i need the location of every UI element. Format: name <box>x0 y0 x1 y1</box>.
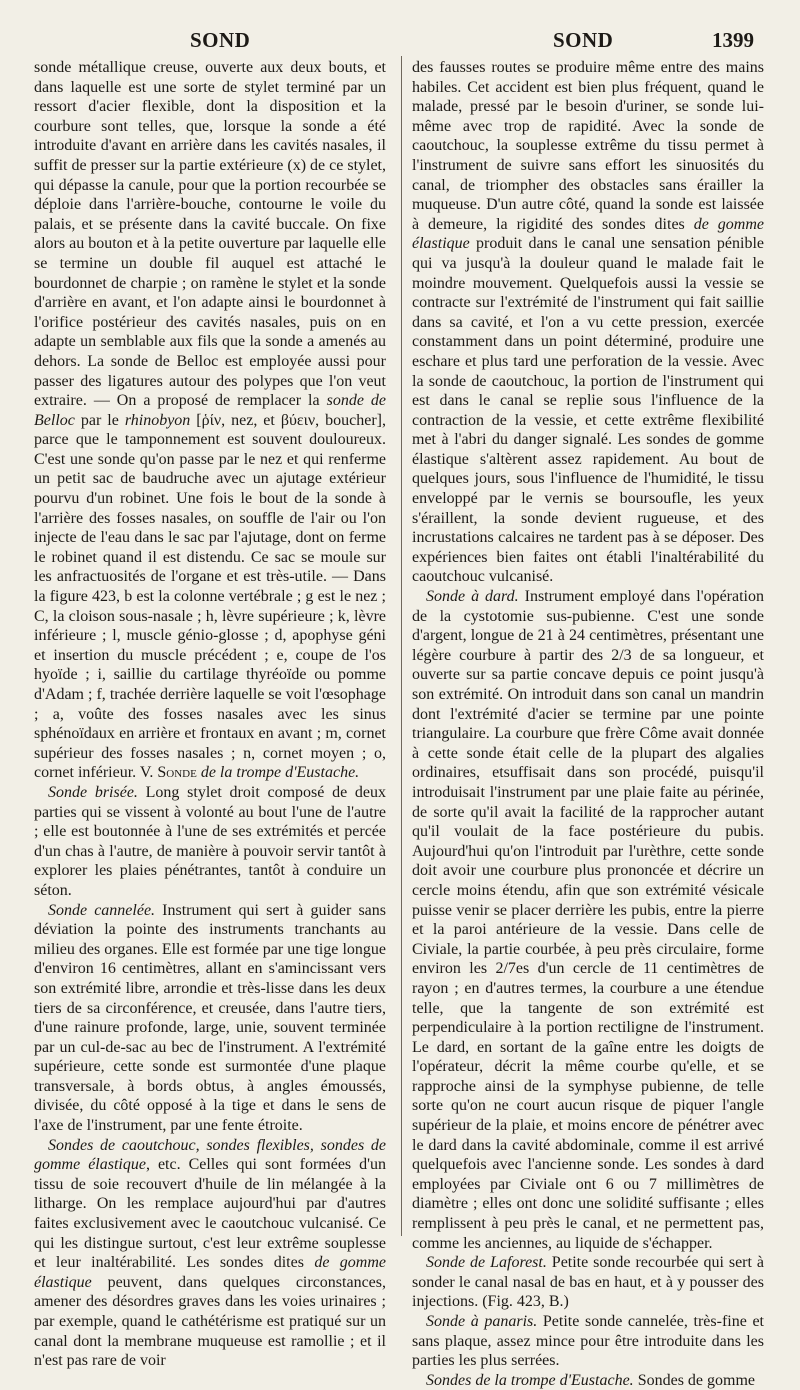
running-head-left: SOND <box>190 28 251 52</box>
inline-term: de gomme élastique <box>412 215 765 253</box>
running-head-center: SOND <box>553 28 614 52</box>
inline-term: de gomme élastique <box>34 1254 387 1291</box>
column-divider <box>401 56 402 1236</box>
body-text: [ῥίν, nez, et βύειν, boucher], parce que le tamponnement est souvent douloureux. C'est une sonde qu'on passe par le nez et qui renferme un petit sac de baudruche avec un ajutage extérieur pourvu d'un robinet. Une fois le bout de la sonde à l'arrière des fosses nasales, on souffle de l'air ou l'on injecte de l'eau dans le sac par l'ajutage, dont on ferme le robinet quand il est distendu. Ce sac se moule sur les anfractuosités de l'organe et est très-utile. — Dans la figure 423, b est la colonne vertébrale ; g est le nez ; C, la cloison sous-nasale ; h, lèvre supérieure ; k, lèvre inférieure ; l, muscle génio-glosse ; d, apophyse géni et insertion du muscle précédent ; e, coupe de l'os hyoïde ; i, saillie du cartilage thyréoïde ou pomme d'Adam ; f, trachée derrière laquelle se voit l'œsophage ; a, voûte des fosses nasales avec les sinus sphénoïdaux en arrière et frontaux en avant ; m, cornet supérieur des fosses nasales ; n, cornet moyen ; o, cornet inférieur. V. <box>34 411 386 782</box>
cross-reference-title: de la trompe d'Eustache. <box>196 764 360 782</box>
body-text: Instrument qui sert à guider sans déviation la pointe des instruments tranchants au milieu des organes. Elle est formée par une tige longue d'environ 16 centimètres, allant en s'amincissant vers son extrémité libre, arrondie et très-lisse dans les deux tiers de sa circonférence, et creusée, dans l'autre tiers, d'une rainure profonde, large, unie, souvent terminée par un cul-de-sac au bec de l'instrument. A l'extrémité supérieure, cette sonde est surmontée d'une plaque transversale, à bords obtus, à angles émoussés, divisée, du côté opposé à la tige et dans le sens de l'axe de l'instrument, par une fente étroite. <box>34 901 386 1135</box>
entry-paragraph <box>34 58 386 783</box>
body-text: Instrument employé dans l'opération de la cystotomie sus-pubienne. C'est une sonde d'argent, longue de 21 à 24 centimètres, présentant une légère courbure à partir des 2/3 de sa longueur, et ouverte sur sa partie concave depuis ce point jusqu'à son extrémité. On introduit dans son canal un mandrin dont l'extrémité d'acier se termine par une pointe triangulaire. La courbure que frère Côme avait donnée à cette sonde était celle de la plupart des algalies ordinaires, etsuffisait dans son procédé, puisqu'il introduisait l'instrument par une plaie faite au périnée, de sorte qu'il avait la facilité de la rapprocher autant qu'il voulait de la face postérieure du pubis. Aujourd'hui qu'on l'introduit par l'urèthre, cette sonde doit avoir une courbure plus prononcée et décrire un cercle moins étendu, afin que son extrémité vésicale puisse venir se placer derrière les pubis, entre la pierre et la paroi antérieure de la vessie. Dans celle de Civiale, la partie courbée, à peu près circulaire, forme environ les 2/7es d'un cercle de 11 centimètres de rayon ; en d'autres termes, la courbure a une étendue telle, que la tangente de son extrémité est perpendiculaire à la portion rectiligne de l'instrument. Le dard, en sortant de la gaîne entre les doigts de l'opérateur, décrit la même courbe qu'elle, et se rapproche ainsi de la symphyse pubienne, de telle sorte qu'on ne court aucun risque de piquer l'angle supérieur de la plaie, et moins encore de pénétrer avec le dard dans la cavité abdominale, comme il est arrivé quelquefois avec l'ancienne sonde. Les sondes à dard employées par Civiale ont 6 ou 7 millimètres de diamètre ; elles ont donc une solidité suffisante ; elles remplissent à peu près le canal, et ne permettent pas, comme les anciennes, au liquide de s'échapper. <box>412 588 764 1252</box>
inline-term: rhinobyon <box>124 411 191 429</box>
body-text: des fausses routes se produire même entre des mains habiles. Cet accident est bien plus fréquent, quand le malade, pressé par le besoin d'uriner, se sonde lui-même avec trop de rapidité. Avec la sonde de caoutchouc, la souplesse extrême du tissu permet à l'instrument de suivre sans effort les sinuosités du canal, de triompher des obstacles sans érailler la muqueuse. D'un autre côté, quand la sonde est laissée à demeure, la rigidité des sondes dites <box>412 59 764 233</box>
body-text: Long stylet droit composé de deux parties qui se vissent à volonté au bout l'une de l'autre ; elle est boutonnée à l'une de ses extrémités et percée d'un chas à l'autre, de manière à pouvoir servir tantôt à explorer les plaies pénétrantes, tantôt à conduire un séton. <box>34 783 387 899</box>
inline-term: sonde de Belloc <box>34 392 387 429</box>
entry-headword: Sonde brisée. <box>48 783 138 801</box>
body-text: produit dans le canal une sensation pénible qui va jusqu'à la douleur quand le malade fait le moindre mouvement. Quelquefois aussi la vessie se contracte sur l'extrémité de l'instrument qui fait saillie dans sa cavité, et l'on a vu cette pression, exercée constamment dans un point déterminé, produire une eschare et plus tard une perforation de la vessie. Avec la sonde de caoutchouc, la portion de l'instrument qui est dans le canal se replie sous l'influence de la contraction de la vessie, et cette extrême flexibilité met à l'abri du danger signalé. Les sondes de gomme élastique s'altèrent assez rapidement. Au bout de quelques jours, sous l'influence de l'humidité, le tissu enveloppé par le vernis se boursoufle, les yeux s'éraillent, la sonde devient rugueuse, et des incrustations calcaires ne tardent pas à se déposer. Des expériences bien faites ont établi l'inaltérabilité du caoutchouc vulcanisé. <box>412 235 764 586</box>
entry-headword: Sonde cannelée. <box>48 901 156 919</box>
entry-headword: Sondes de la trompe d'Eustache. <box>426 1371 634 1389</box>
right-column <box>412 58 764 1390</box>
running-head <box>0 24 800 54</box>
page-number: 1399 <box>712 28 754 52</box>
entry-paragraph <box>412 58 764 587</box>
cross-reference: Sonde <box>157 764 197 782</box>
entry-headword: Sonde à dard. <box>426 588 519 606</box>
body-text: sonde métallique creuse, ouverte aux deux bouts, et dans laquelle est une sorte de stylet terminé par un ressort d'acier flexible, dont la disposition et la courbure sont telles, que, lorsque la sonde a été introduite d'avant en arrière dans les cavités nasales, il suffit de presser sur la partie extérieure (x) de ce stylet, qui dépasse la canule, pour que la portion recourbée se déploie dans l'arrière-bouche, contourne le voile du palais, et se présente dans la cavité buccale. On fixe alors au bouton et à la petite ouverture par laquelle elle se termine un double fil auquel est attaché le bourdonnet de charpie ; on ramène le stylet et la sonde d'arrière en avant, et l'on adapte ainsi le bourdonnet à l'orifice postérieur des cavités nasales, puis on en adapte un semblable aux fils que la sonde a amenés au dehors. La sonde de Belloc est employée aussi pour passer des ligatures autour des polypes que l'on veut extraire. — On a proposé de remplacer la <box>34 59 386 410</box>
body-text: Petite sonde recourbée qui sert à sonder le canal nasal de bas en haut, et à y pousser des injections. (Fig. 423, B.) <box>412 1254 764 1311</box>
entry-sondes-trompe <box>412 1371 764 1390</box>
body-text: par le <box>74 411 125 429</box>
entry-sonde-de-laforest <box>412 1253 764 1312</box>
entry-sondes-caoutchouc <box>34 1136 386 1371</box>
entry-sonde-a-panaris <box>412 1312 764 1371</box>
entry-headword: Sonde de Laforest. <box>426 1254 547 1272</box>
body-text: Petite sonde cannelée, très-fine et sans plaque, assez mince pour être introduite dans les parties les plus serrées. <box>412 1313 764 1370</box>
entry-sonde-brisee <box>34 783 386 901</box>
body-text: , etc. Celles qui sont formées d'un tissu de soie recouvert d'huile de lin mélangée à la litharge. On les remplace aujourd'hui par d'autres faites exclusivement avec le caoutchouc vulcanisé. Ce qui les distingue surtout, c'est leur extrême souplesse et leur inaltérabilité. Les sondes dites <box>34 1156 387 1272</box>
entry-headword: Sonde à panaris. <box>426 1313 538 1330</box>
body-text: Sondes de gomme <box>633 1371 756 1389</box>
entry-sonde-a-dard <box>412 587 764 1253</box>
body-text: peuvent, dans quelques circonstances, amener des désordres graves dans les voies urinaires ; par exemple, quand le cathétérisme est pratiqué sur un canal dont la membrane muqueuse est ramollie ; et il n'est pas rare de voir <box>34 1273 386 1370</box>
entry-headword: Sondes de caoutchouc, sondes flexibles, sondes de gomme élastique <box>34 1136 386 1174</box>
left-column <box>34 58 386 1371</box>
entry-sonde-cannelee <box>34 901 386 1136</box>
